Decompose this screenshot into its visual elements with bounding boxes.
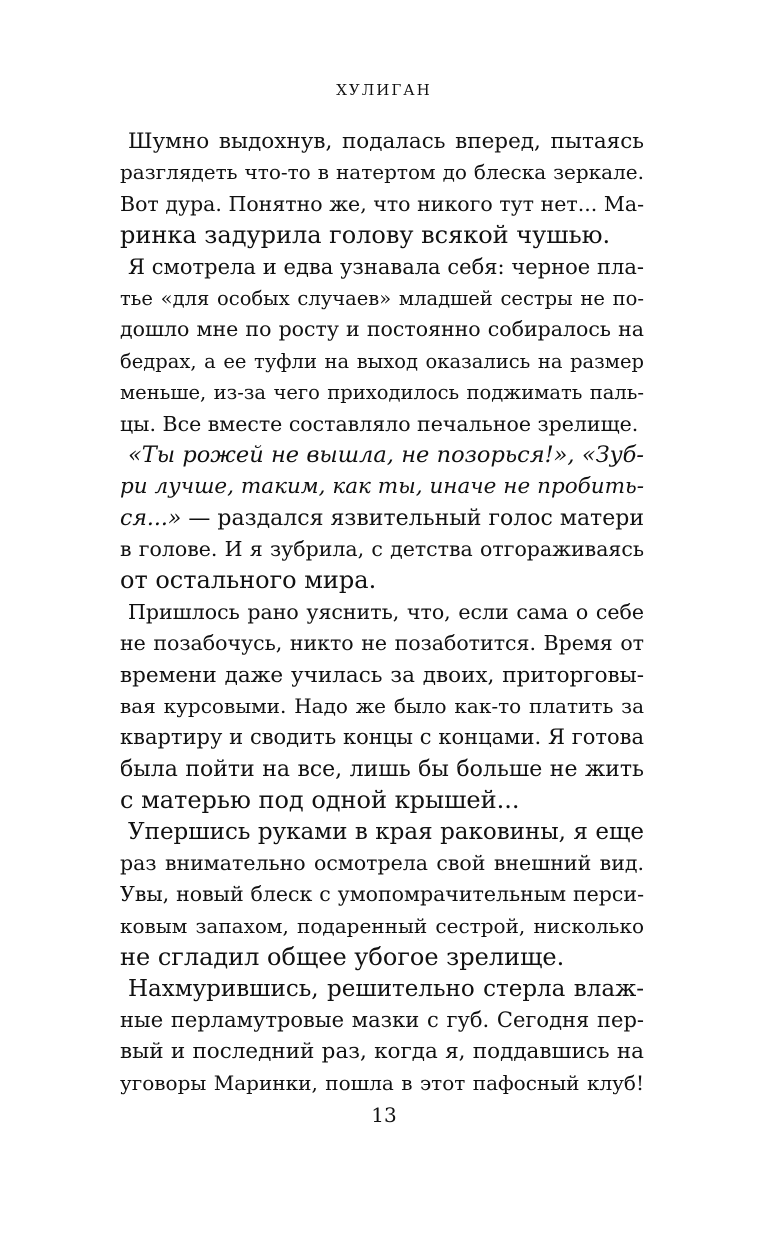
speech-attribution: — раздался язвительный голос матери <box>181 505 644 531</box>
paragraph <box>120 440 644 597</box>
text-line: не сгладил общее убогое зрелище. <box>120 943 565 972</box>
text-line: в голове. И я зубрила, с детства отгораживаясь <box>120 537 644 562</box>
text-line: раз внимательно осмотрела свой внешний вид. <box>120 850 644 875</box>
text-line: уговоры Маринки, пошла в этот пафосный клуб! <box>120 1070 644 1095</box>
text-line: Я смотрела и едва узнавала себя: черное пла- <box>128 254 644 279</box>
paragraph <box>120 817 644 974</box>
paragraph <box>120 597 644 817</box>
text-line: меньше, из-за чего приходилось поджимать паль- <box>120 381 644 405</box>
text-line: Нахмурившись, решительно стерла влаж- <box>128 975 644 1002</box>
text-line: Увы, новый блеск с умопомрачительным перси- <box>120 882 644 907</box>
text-line: не позабочусь, никто не позаботится. Время от <box>120 631 644 656</box>
text-line: бедрах, а ее туфли на выход оказались на размер <box>120 349 644 373</box>
text-line: разглядеть что-то в натертом до блеска зеркале. <box>120 160 644 185</box>
text-line: квартиру и сводить концы с концами. Я готова <box>120 725 644 750</box>
text-line: цы. Все вместе составляло печальное зрелище. <box>120 411 639 436</box>
text-line: с матерью под одной крышей... <box>120 786 520 815</box>
text-line: Пришлось рано уяснить, что, если сама о себе <box>128 599 644 624</box>
page-number: 13 <box>371 1103 397 1127</box>
text-line-mixed <box>120 503 644 534</box>
text-line: «Ты рожей не вышла, не позорься!», «Зуб- <box>128 441 644 468</box>
body-text <box>120 126 644 1099</box>
text-line: ные перламутровые мазки с губ. Сегодня пер- <box>120 1007 644 1032</box>
text-line: Шумно выдохнув, подалась вперед, пытаясь <box>128 129 644 154</box>
text-line: была пойти на все, лишь бы больше не жить <box>120 756 644 782</box>
text-line: ри лучше, таким, как ты, иначе не пробить- <box>120 474 644 500</box>
paragraph <box>120 126 644 252</box>
text-line: тье «для особых случаев» младшей сестры не по- <box>120 286 644 310</box>
text-line: вая курсовыми. Надо же было как-то платить за <box>120 694 644 719</box>
text-line: дошло мне по росту и постоянно собиралось на <box>120 317 644 342</box>
text-line: Упершись руками в края раковины, я еще <box>128 818 644 845</box>
text-line: Вот дура. Понятно же, что никого тут нет... Ма- <box>120 191 644 216</box>
paragraph <box>120 974 644 1100</box>
quote-fragment: ся...» <box>120 505 182 531</box>
text-line: ковым запахом, подаренный сестрой, нисколько <box>120 913 644 938</box>
paragraph <box>120 252 644 440</box>
text-line: времени даже училась за двоих, приторговы- <box>120 662 644 688</box>
text-line: ринка задурила голову всякой чушью. <box>120 221 611 250</box>
text-line: от остального мира. <box>120 566 377 595</box>
text-line: вый и последний раз, когда я, поддавшись на <box>120 1039 644 1065</box>
running-head: ХУЛИГАН <box>336 81 432 99</box>
